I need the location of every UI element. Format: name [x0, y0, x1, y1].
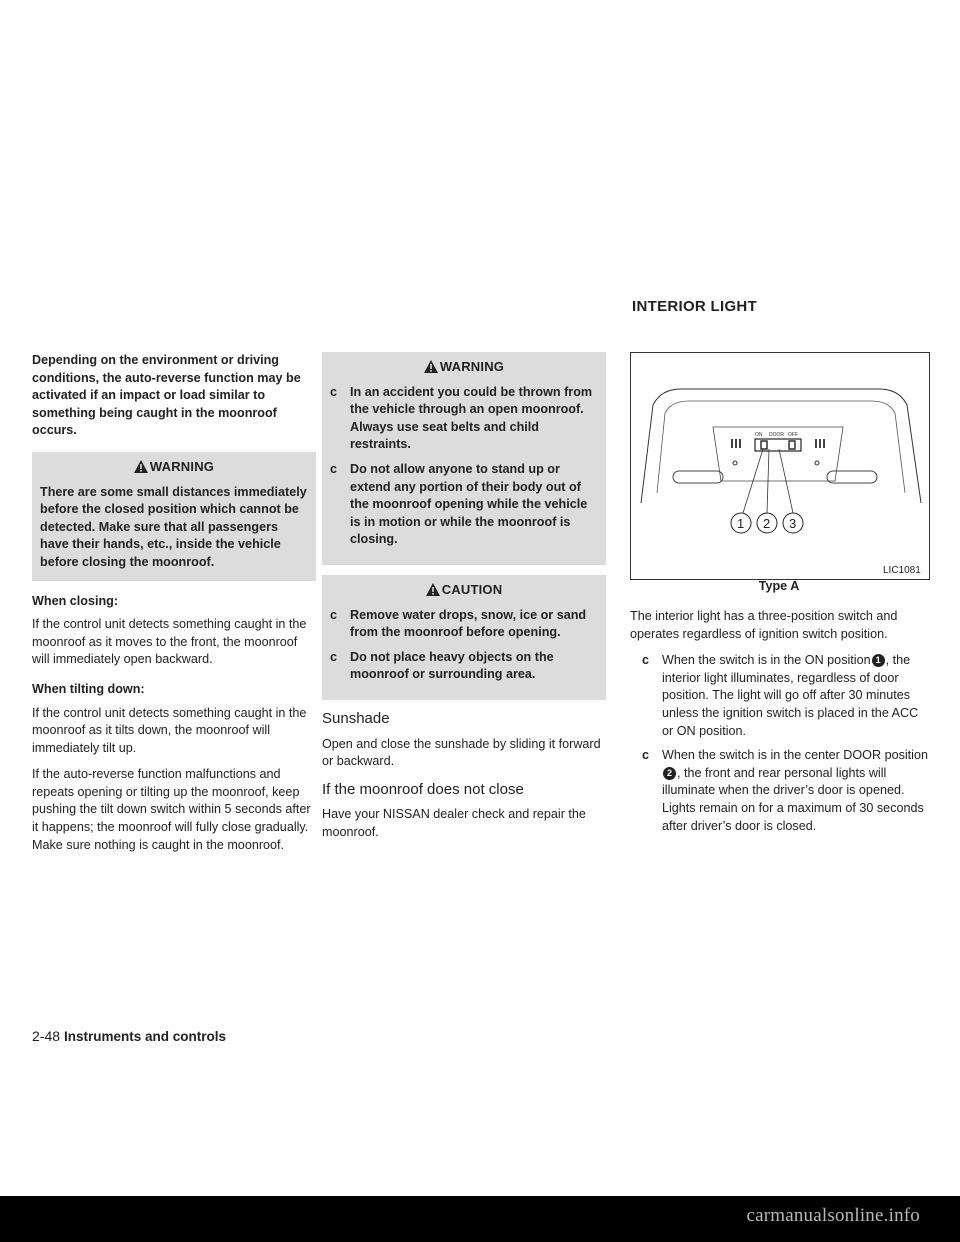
position-1-marker: 1 [872, 654, 885, 667]
sunshade-text: Open and close the sunshade by sliding it forward or backward. [322, 736, 601, 769]
figure-id: LIC1081 [883, 565, 921, 576]
callout-3: 3 [789, 516, 797, 531]
warning-box-2 [322, 352, 606, 565]
list-item: c When the switch is in the center DOOR position 2 , the front and rear personal lights will illuminate when the driver’s door is opened. Lights remain on for a maximum of 30 seconds after driver’s door is closed. [642, 748, 928, 833]
list-item: c In an accident you could be thrown from the vehicle through an open moonroof. Always use seat belts and child restraints. [330, 384, 593, 452]
warning-text: There are some small distances immediately before the closed position which cannot be detected. Make sure that all passengers have their hands, etc., inside the vehicle before closing the moonroof. [40, 484, 307, 569]
figure-caption: Type A [758, 579, 800, 593]
warning-icon [134, 460, 148, 473]
warning-icon [424, 360, 438, 373]
watermark-bar [0, 1196, 960, 1242]
caution-heading: CAUTION [330, 581, 598, 599]
sunshade-heading: Sunshade [322, 709, 390, 727]
list-item: c Do not place heavy objects on the moonroof or surrounding area. [330, 649, 554, 682]
list-item: c Remove water drops, snow, ice or sand from the moonroof before opening. [330, 607, 587, 640]
switch-label-off: OFF [788, 432, 798, 438]
warning-box-1 [32, 452, 316, 581]
watermark-text[interactable]: carmanualsonline.info [746, 1205, 920, 1226]
page-number: 2-48 [32, 1028, 61, 1044]
switch-label-on: ON [755, 432, 763, 438]
warning-heading: WARNING [330, 358, 598, 376]
column-1 [32, 352, 316, 863]
callout-2: 2 [763, 516, 771, 531]
closing-heading: When closing: [32, 593, 119, 608]
section-heading: INTERIOR LIGHT [632, 298, 758, 315]
tilting-text: If the control unit detects something caught in the moonroof as it tilts down, the moonroof will immediately tilt up. [32, 705, 307, 755]
interior-light-diagram [631, 353, 929, 579]
notclose-heading: If the moonroof does not close [322, 780, 524, 798]
column-3 [630, 608, 928, 842]
caution-box [322, 575, 606, 700]
intro-paragraph: Depending on the environment or driving conditions, the auto-reverse function may be activated if an impact or load similar to something being caught in the moonroof occurs. [32, 353, 301, 438]
list-item: c Do not allow anyone to stand up or extend any portion of their body out of the moonroof opening while the vehicle is in motion or while the moonroof is closing. [330, 461, 588, 547]
caution-icon [426, 583, 440, 596]
warning-list [330, 384, 598, 549]
tilting-heading: When tilting down: [32, 681, 145, 696]
page-footer [32, 1028, 226, 1044]
caution-list [330, 607, 598, 684]
list-item: c When the switch is in the ON position 1 , the interior light illuminates, regardless of door position. The light will go off after 30 minutes unless the ignition switch is placed in the ACC or ON position. [642, 653, 919, 738]
interior-light-figure [630, 352, 930, 580]
position-2-marker: 2 [663, 767, 676, 780]
callout-1: 1 [737, 516, 745, 531]
switch-label-door: DOOR [769, 432, 784, 438]
interior-light-list [630, 652, 928, 835]
closing-text: If the control unit detects something caught in the moonroof as it moves to the front, the moonroof will immediately open backward. [32, 617, 307, 667]
notclose-text: Have your NISSAN dealer check and repair the moonroof. [322, 807, 586, 839]
warning-heading: WARNING [40, 458, 308, 476]
column-2 [322, 340, 606, 850]
interior-light-intro: The interior light has a three-position switch and operates regardless of ignition switch position. [630, 609, 898, 641]
chapter-title: Instruments and controls [64, 1029, 227, 1044]
malfunction-text: If the auto-reverse function malfunctions and repeats opening or tilting up the moonroof, keep pushing the tilt down switch within 5 seconds after it happens; the moonroof will fully close gradually. Make sure nothing is caught in the moonroof. [32, 767, 311, 852]
